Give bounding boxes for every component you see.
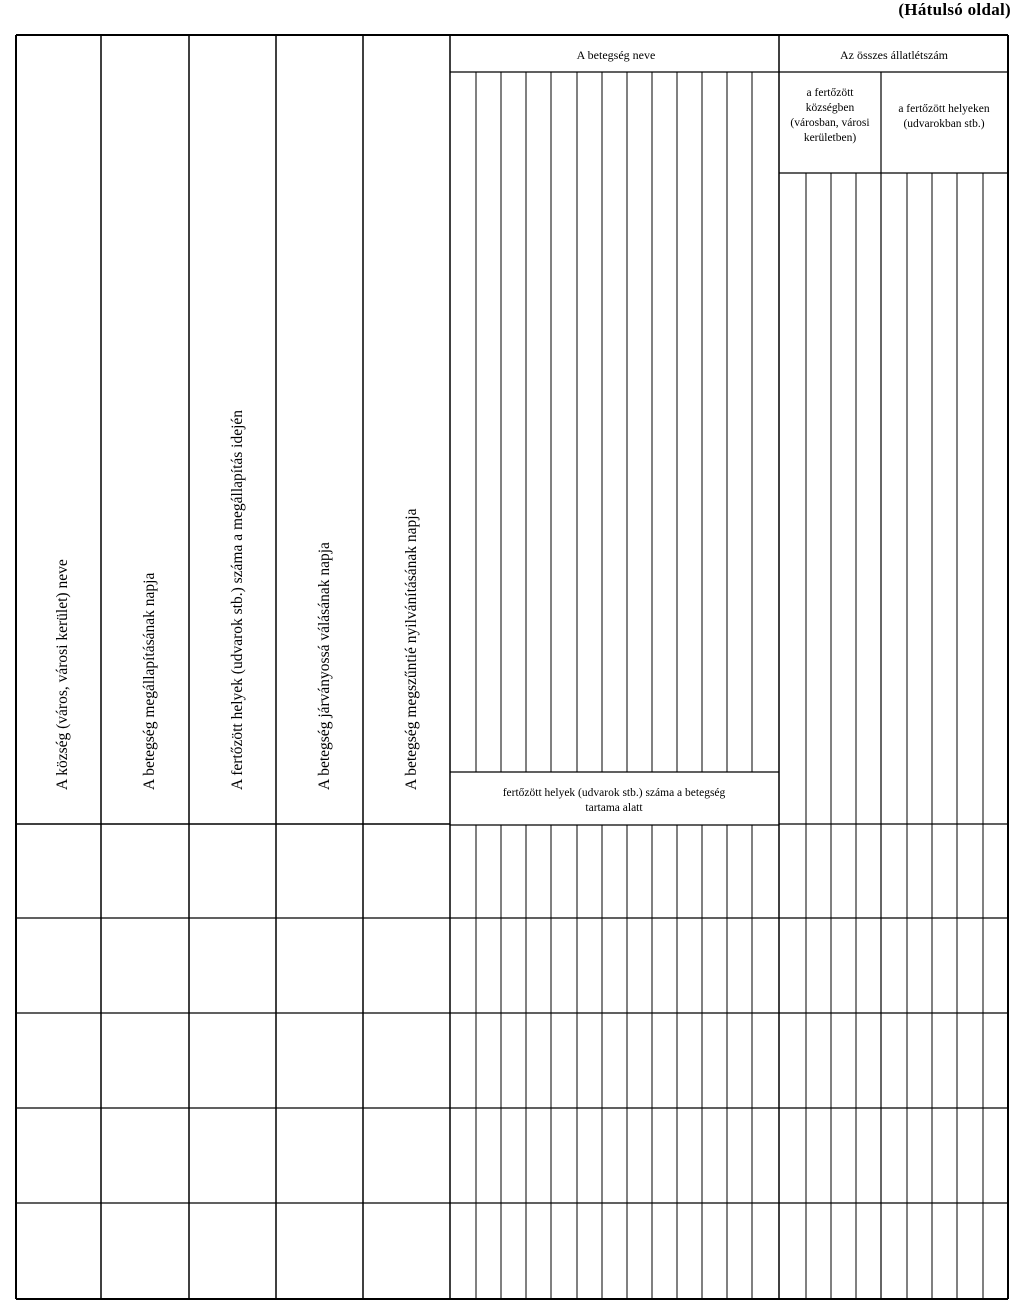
- column-header-end-date: A betegség megszűntié nyilvánításának napja: [403, 508, 420, 790]
- total-animal-count-header: Az összes állatlétszám: [840, 48, 948, 62]
- column-header-infected-places-count: A fertőzött helyek (udvarok stb.) száma a megállapítás idején: [229, 409, 246, 790]
- column-header-detection-date: A betegség megállapításának napja: [141, 572, 158, 790]
- page-side-label: (Hátulsó oldal): [898, 0, 1011, 19]
- column-header-settlement-name: A község (város, városi kerület) neve: [54, 559, 71, 790]
- column-header-epidemic-date: A betegség járványossá válásának napja: [316, 542, 333, 790]
- infected-municipality-subheader: a fertőzött községben (városban, városi kerületben): [790, 87, 870, 144]
- infected-places-subheader: a fertőzött helyeken (udvarokban stb.): [898, 103, 990, 130]
- infected-places-during-disease-label: fertőzött helyek (udvarok stb.) száma a betegség tartama alatt: [502, 787, 726, 814]
- disease-name-header: A betegség neve: [576, 48, 656, 62]
